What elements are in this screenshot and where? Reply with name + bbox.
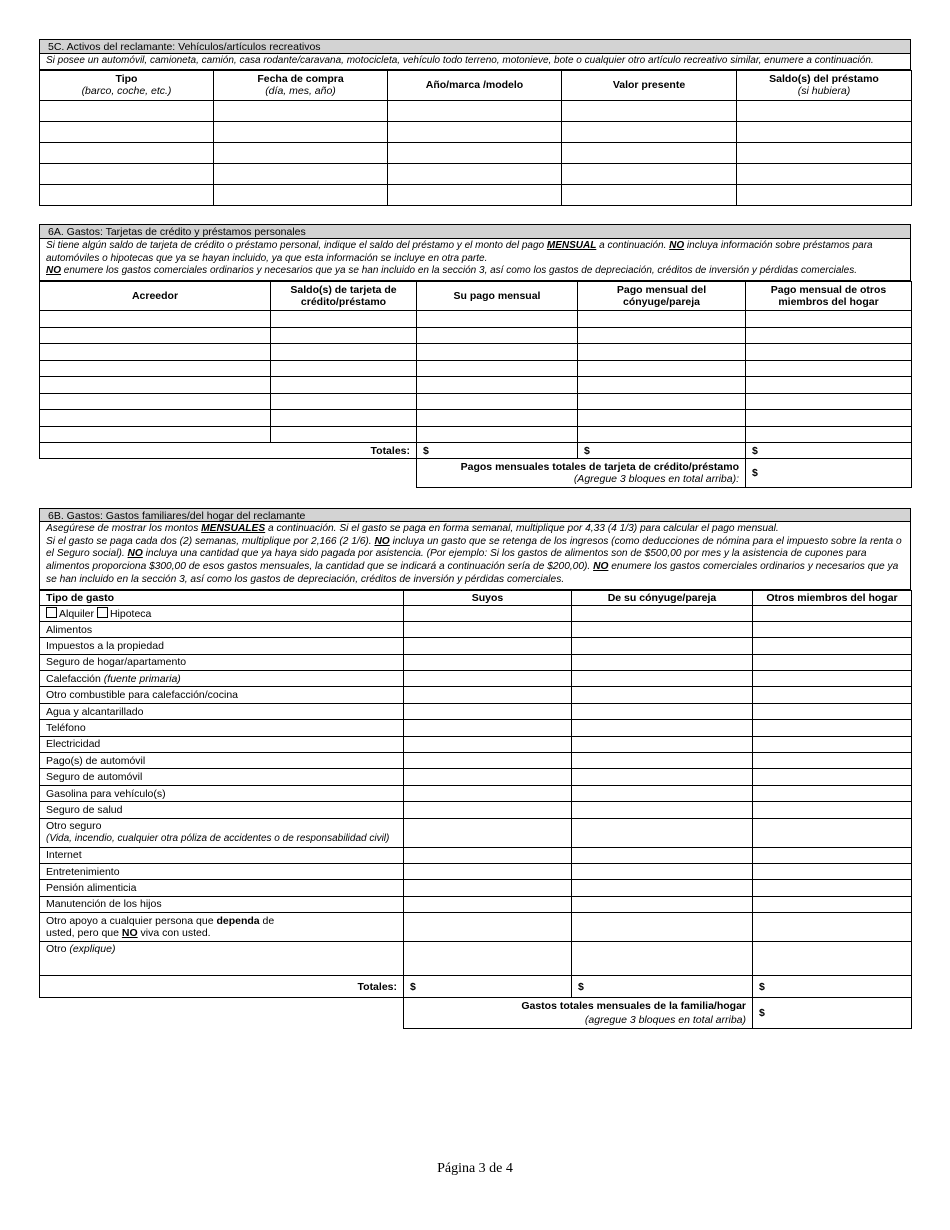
input-cell[interactable] [746,377,912,394]
expense-label: Otro apoyo a cualquier persona que dependa de usted, pero que NO viva con usted. [40,913,404,942]
table-row [40,344,912,361]
section-6b-instructions: Asegúrese de mostrar los montos MENSUALES a continuación. Si el gasto se paga en forma semanal, multiplique por 4,33 (4 1/3) para calcular el pago mensual. Si el gasto se paga cada dos (2) semanas, multiplique por 2,166 (2 1/6). NO incluya un gasto que se retenga de los ingresos (como deducciones de nómina para el impuesto sobre la renta o el Seguro social). NO incluya una cantidad que ya haya sido pagada por asistencia. (Por ejemplo: Si los gastos de alimentos son de $500,00 por mes y la asistencia de cupones para alimentos proporciona $300,00 de esos gastos mensuales, la cantidad que se indicará a continuación sería de $200,00). NO enumere los gastos comerciales ordinarios y necesarios que ya se han incluido en la sección 3, así como los gastos de depreciación, créditos de inversión y pérdidas comerciales. [39,522,911,590]
input-cell[interactable] [214,121,388,142]
col-tipo: Tipo (barco, coche, etc.) [40,70,214,100]
input-cell[interactable] [578,377,746,394]
input-cell[interactable] [40,142,214,163]
input-cell[interactable] [753,913,912,942]
input-cell[interactable] [562,184,737,205]
expense-label: Otro (explique) [40,942,404,976]
table-row [40,377,912,394]
input-cell[interactable] [388,100,562,121]
input-cell[interactable] [388,163,562,184]
input-cell[interactable] [572,687,753,703]
monthly-total-row [40,459,912,488]
expense-label: Gasolina para vehículo(s) [40,785,404,801]
input-cell[interactable] [404,671,572,687]
input-cell[interactable] [572,638,753,654]
monthly-total-value[interactable]: $ [753,998,912,1029]
expense-label: Pago(s) de automóvil [40,753,404,769]
input-cell[interactable] [572,736,753,752]
table-row [40,163,912,184]
input-cell[interactable] [271,393,417,410]
input-cell[interactable] [572,671,753,687]
input-cell[interactable] [388,142,562,163]
input-cell[interactable] [753,863,912,879]
input-cell[interactable] [404,753,572,769]
table-row [40,410,912,427]
input-cell[interactable] [572,942,753,976]
input-cell[interactable] [562,163,737,184]
input-cell[interactable] [753,880,912,896]
input-cell[interactable] [753,785,912,801]
input-cell[interactable] [746,393,912,410]
section-6a [39,224,911,488]
input-cell[interactable] [572,605,753,621]
section-6a-title: 6A. Gastos: Tarjetas de crédito y préstamos personales [39,224,911,239]
input-cell[interactable] [214,163,388,184]
input-cell[interactable] [40,311,271,328]
input-cell[interactable] [417,410,578,427]
input-cell[interactable] [417,344,578,361]
col-saldo-tarjeta: Saldo(s) de tarjeta de crédito/préstamo [271,282,417,311]
table-row [40,142,912,163]
input-cell[interactable] [404,942,572,976]
input-cell[interactable] [214,184,388,205]
col-pago-otros: Pago mensual de otros miembros del hogar [746,282,912,311]
input-cell[interactable] [404,863,572,879]
alquiler-checkbox[interactable] [46,607,57,618]
input-cell[interactable] [753,621,912,637]
table-row [40,311,912,328]
input-cell[interactable] [753,942,912,976]
input-cell[interactable] [271,311,417,328]
input-cell[interactable] [40,377,271,394]
input-cell[interactable] [404,605,572,621]
table-row [40,913,912,942]
input-cell[interactable] [753,818,912,847]
col-conyuge: De su cónyuge/pareja [572,590,753,605]
input-cell[interactable] [271,377,417,394]
input-cell[interactable] [271,360,417,377]
section-6b [39,508,911,1029]
input-cell[interactable] [572,769,753,785]
input-cell[interactable] [746,360,912,377]
input-cell[interactable] [572,880,753,896]
input-cell[interactable] [753,720,912,736]
input-cell[interactable] [753,638,912,654]
input-cell[interactable] [753,847,912,863]
input-cell[interactable] [572,802,753,818]
expense-label: Otro combustible para calefacción/cocina [40,687,404,703]
col-ano-marca: Año/marca /modelo [388,70,562,100]
table-row [40,426,912,443]
table-row [40,621,912,637]
input-cell[interactable] [753,769,912,785]
input-cell[interactable] [572,720,753,736]
page-number: Página 3 de 4 [437,1161,513,1176]
input-cell[interactable] [40,121,214,142]
rent-mortgage-cell: Alquiler Hipoteca [40,605,404,621]
hipoteca-checkbox[interactable] [97,607,108,618]
table-row [40,818,912,847]
input-cell[interactable] [578,426,746,443]
credit-table [39,281,912,488]
input-cell[interactable] [562,100,737,121]
input-cell[interactable] [572,896,753,912]
input-cell[interactable] [271,327,417,344]
total-su-pago[interactable]: $ [417,443,578,459]
input-cell[interactable] [271,410,417,427]
input-cell[interactable] [737,142,912,163]
input-cell[interactable] [737,184,912,205]
totals-row [40,443,912,459]
input-cell[interactable] [562,121,737,142]
table-row [40,327,912,344]
col-acreedor: Acreedor [40,282,271,311]
input-cell[interactable] [572,703,753,719]
col-su-pago: Su pago mensual [417,282,578,311]
input-cell[interactable] [578,393,746,410]
section-5c [39,39,911,206]
input-cell[interactable] [572,818,753,847]
input-cell[interactable] [214,142,388,163]
table-row [40,785,912,801]
expense-label: Seguro de automóvil [40,769,404,785]
input-cell[interactable] [404,736,572,752]
input-cell[interactable] [578,311,746,328]
input-cell[interactable] [572,654,753,670]
input-cell[interactable] [572,863,753,879]
input-cell[interactable] [40,163,214,184]
table-row [40,671,912,687]
input-cell[interactable] [271,344,417,361]
input-cell[interactable] [562,142,737,163]
table-row [40,100,912,121]
expense-label: Agua y alcantarillado [40,703,404,719]
input-cell[interactable] [417,393,578,410]
input-cell[interactable] [40,426,271,443]
table-row [40,942,912,976]
col-pago-conyuge: Pago mensual del cónyuge/pareja [578,282,746,311]
input-cell[interactable] [404,847,572,863]
table-row [40,896,912,912]
expense-label: Internet [40,847,404,863]
input-cell[interactable] [404,654,572,670]
input-cell[interactable] [404,687,572,703]
input-cell[interactable] [417,426,578,443]
input-cell[interactable] [737,121,912,142]
input-cell[interactable] [572,785,753,801]
input-cell[interactable] [404,638,572,654]
input-cell[interactable] [746,426,912,443]
total-otros[interactable]: $ [753,976,912,998]
input-cell[interactable] [578,360,746,377]
input-cell[interactable] [404,720,572,736]
input-cell[interactable] [417,327,578,344]
totals-label: Totales: [40,443,417,459]
input-cell[interactable] [404,818,572,847]
table-row [40,847,912,863]
total-otros[interactable]: $ [746,443,912,459]
col-suyos: Suyos [404,590,572,605]
monthly-total-label: Gastos totales mensuales de la familia/hogar (agregue 3 bloques en total arriba) [404,998,753,1029]
input-cell[interactable] [737,163,912,184]
input-cell[interactable] [40,393,271,410]
input-cell[interactable] [40,100,214,121]
col-saldo: Saldo(s) del préstamo (si hubiera) [737,70,912,100]
input-cell[interactable] [753,736,912,752]
input-cell[interactable] [753,671,912,687]
total-conyuge[interactable]: $ [572,976,753,998]
table-row [40,687,912,703]
expense-label: Alimentos [40,621,404,637]
table-row [40,769,912,785]
input-cell[interactable] [753,802,912,818]
input-cell[interactable] [737,100,912,121]
input-cell[interactable] [753,687,912,703]
input-cell[interactable] [404,880,572,896]
expense-label: Seguro de salud [40,802,404,818]
table-row [40,184,912,205]
input-cell[interactable] [417,377,578,394]
col-valor: Valor presente [562,70,737,100]
expense-label: Calefacción (fuente primaria) [40,671,404,687]
table-row [40,654,912,670]
input-cell[interactable] [404,785,572,801]
expense-label: Pensión alimenticia [40,880,404,896]
input-cell[interactable] [417,311,578,328]
table-row [40,638,912,654]
input-cell[interactable] [753,605,912,621]
table-row [40,360,912,377]
table-row [40,703,912,719]
col-fecha: Fecha de compra (día, mes, año) [214,70,388,100]
input-cell[interactable] [404,703,572,719]
input-cell[interactable] [404,769,572,785]
section-5c-instructions: Si posee un automóvil, camioneta, camión, casa rodante/caravana, motocicleta, vehículo todo terreno, motonieve, bote o cualquier otro artículo recreativo similar, enumere a continuación. [39,54,911,70]
monthly-total-label: Pagos mensuales totales de tarjeta de crédito/préstamo (Agregue 3 bloques en total arriba): [417,459,746,488]
table-row [40,802,912,818]
table-row [40,863,912,879]
input-cell[interactable] [746,327,912,344]
table-row [40,753,912,769]
input-cell[interactable] [404,913,572,942]
table-row [40,393,912,410]
input-cell[interactable] [388,184,562,205]
totals-label: Totales: [40,976,404,998]
input-cell[interactable] [753,654,912,670]
expense-label: Manutención de los hijos [40,896,404,912]
monthly-total-value[interactable]: $ [746,459,912,488]
total-conyuge[interactable]: $ [578,443,746,459]
monthly-total-row [40,998,912,1029]
expense-label: Impuestos a la propiedad [40,638,404,654]
household-expenses-table [39,590,912,1030]
input-cell[interactable] [40,327,271,344]
input-cell[interactable] [388,121,562,142]
vehicles-table [39,70,912,206]
expense-label: Seguro de hogar/apartamento [40,654,404,670]
input-cell[interactable] [578,327,746,344]
expense-label: Entretenimiento [40,863,404,879]
table-row [40,720,912,736]
input-cell[interactable] [746,344,912,361]
input-cell[interactable] [271,426,417,443]
total-suyos[interactable]: $ [404,976,572,998]
section-5c-title: 5C. Activos del reclamante: Vehículos/artículos recreativos [39,39,911,54]
col-tipo-gasto: Tipo de gasto [40,590,404,605]
input-cell[interactable] [572,847,753,863]
input-cell[interactable] [746,311,912,328]
input-cell[interactable] [753,703,912,719]
input-cell[interactable] [404,802,572,818]
input-cell[interactable] [40,360,271,377]
input-cell[interactable] [417,360,578,377]
input-cell[interactable] [572,621,753,637]
section-6b-title: 6B. Gastos: Gastos familiares/del hogar del reclamante [39,508,911,522]
input-cell[interactable] [404,896,572,912]
input-cell[interactable] [404,621,572,637]
col-otros: Otros miembros del hogar [753,590,912,605]
table-row [40,121,912,142]
table-row [40,736,912,752]
input-cell[interactable] [40,410,271,427]
table-row [40,880,912,896]
table-row [40,605,912,621]
input-cell[interactable] [572,753,753,769]
input-cell[interactable] [214,100,388,121]
input-cell[interactable] [572,913,753,942]
input-cell[interactable] [746,410,912,427]
input-cell[interactable] [578,344,746,361]
input-cell[interactable] [578,410,746,427]
expense-label: Teléfono [40,720,404,736]
expense-label: Otro seguro (Vida, incendio, cualquier otra póliza de accidentes o de responsabilidad civil) [40,818,404,847]
input-cell[interactable] [753,753,912,769]
input-cell[interactable] [40,344,271,361]
expense-label: Electricidad [40,736,404,752]
input-cell[interactable] [753,896,912,912]
section-6a-instructions: Si tiene algún saldo de tarjeta de crédito o préstamo personal, indique el saldo del préstamo y el monto del pago MENSUAL a continuación. NO incluya información sobre préstamos para automóviles o hipotecas que ya se hayan incluido, ya que esta información se incluye en otra parte. NO enumere los gastos comerciales ordinarios y necesarios que ya se han incluido en la sección 3, así como los gastos de depreciación, créditos de inversión y pérdidas comerciales. [39,239,911,281]
input-cell[interactable] [40,184,214,205]
totals-row [40,976,912,998]
